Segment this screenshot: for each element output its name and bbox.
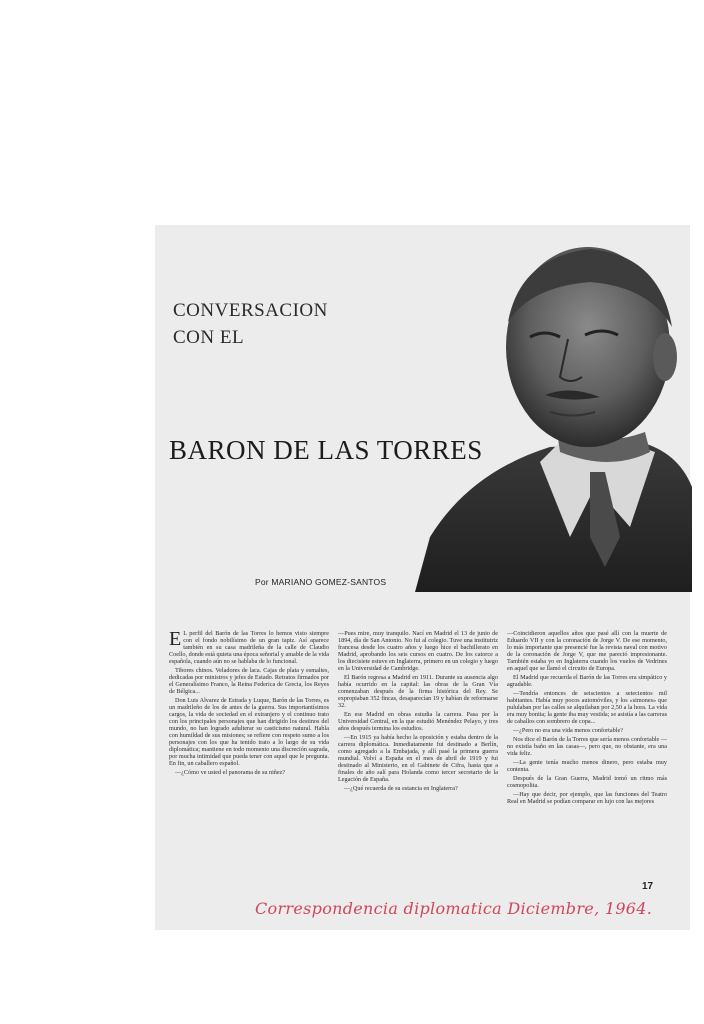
text-column-1 (169, 630, 329, 885)
paragraph: —Pues mire, muy tranquilo. Nací en Madrid el 13 de junio de 1894, día de San Antonio. No fui al colegio. Tuve una institutriz francesa desde los cuatro años y luego hice el bachillerato en Madrid, aprobando los seis cursos en cuatro. De los catorce a los diecisiete estuve en Inglaterra, primero en un colegio y luego en la Universidad de Cambridge. (338, 630, 498, 672)
paragraph: —En 1915 ya había hecho la oposición y estaba dentro de la carrera diplomática. Inmediatamente fui destinado a Berlín, como agregado a la Embajada, y allí pasé la primera guerra mundial. Volví a España en el mes de abril de 1919 y fui destinado al Ministerio, en el Gabinete de Cifra, hasta que a finales de año salí para Holanda como tercer secretario de la Legación de España. (338, 734, 498, 783)
portrait-photo (410, 237, 692, 592)
drop-cap: E (169, 630, 182, 650)
paragraph: En ese Madrid en obras estudia la carrera. Pasa por la Universidad Central, en la que estudió Menéndez Pelayo, y tres años después termina los estudios. (338, 711, 498, 732)
paragraph: Después de la Gran Guerra, Madrid tomó un ritmo más cosmopolita. (507, 775, 667, 789)
paragraph: E L perfil del Barón de las Torres lo hemos visto siempre con el fondo nobilísimo de un gran tapiz. Así aparece también en su casa madrileña de la calle de Claudio Coello, donde está quieta una época señorial y amable de la vida española, cuando aún no se hablaba de lo funcional. (169, 630, 329, 665)
title-line-1: CONVERSACION (173, 300, 328, 321)
magazine-page (155, 225, 690, 930)
text-column-2 (338, 630, 498, 885)
paragraph: El Madrid que recuerda el Barón de las Torres era simpático y agradable. (507, 674, 667, 688)
paragraph: Don Luis Alvarez de Estrada y Luque, Barón de las Torres, es un madrileño de los de antes de la guerra. Sus importantísimos cargos, la vida de sociedad en el extranjero y el continuo trato con los principales personajes que han dirigido los destinos del mundo, no han logrado adulterar su casticismo natural. Habla con humildad de sus misiones; se refiere con respeto sumo a los personajes con los que ha tenido trato a lo largo de su vida diplomática; mantiene en todo momento una discreción sagrada, por mucha intimidad que pueda tener con aquel que le pregunta. En fin, un caballero español. (169, 697, 329, 767)
paragraph: —Hay que decir, por ejemplo, que las funciones del Teatro Real en Madrid se podían comparar en lujo con las mejores (507, 791, 667, 805)
paragraph: —¿Qué recuerda de su estancia en Inglaterra? (344, 785, 458, 792)
paragraph: Nos dice el Barón de la Torres que sería menos confortable —no existía baño en las casas—, pero que, no obstante, era una vida feliz. (507, 736, 667, 757)
byline: Por MARIANO GOMEZ-SANTOS (255, 577, 387, 587)
paragraph: —¿Pero no era una vida menos confortable? (513, 727, 623, 734)
paragraph: El Barón regresa a Madrid en 1911. Durante su ausencia algo había ocurrido en la capital: las obras de la Gran Vía comenzaban después de la firma histórica del Rey. Se expropiaban 352 fincas, desaparecían 19 y habían de reformarse 32. (338, 674, 498, 709)
page-number: 17 (642, 881, 654, 892)
text-column-3 (507, 630, 667, 885)
handwritten-annotation: Correspondencia diplomatica Diciembre, 1964. (255, 899, 653, 918)
title-line-2: CON EL (173, 327, 245, 348)
article-title: BARON DE LAS TORRES (169, 435, 483, 465)
paragraph: —Tendría entonces de seiscientos a setecientos mil habitantes. Había muy pocos automóviles, y los «simones» que pululaban por las calles se alquilaban por 2,50 a la hora. La vida era muy bonita; la gente iba muy vestida; se asistía a las carreras de caballos con sombrero de copa... (507, 690, 667, 725)
paragraph: Tibores chinos. Veladores de laca. Cajas de plata y esmaltes, dedicadas por ministros y jefes de Estado. Retratos firmados por el Generalísimo Franco, la Reina Federica de Grecia, los Reyes de Bélgica... (169, 667, 329, 695)
paragraph: —La gente tenía mucho menos dinero, pero estaba muy contenta. (507, 759, 667, 773)
paragraph: —Coincidieron aquellos años que pasé allí con la muerte de Eduardo VII y con la coronación de Jorge V. De ese momento, lo más importante que presencié fue la revista naval con motivo de la coronación de Jorge V, que me pareció impresionante. También estaba yo en Inglaterra cuando los vuelos de Vedrines en aquel que se llamó el circuito de Europa. (507, 630, 667, 672)
paragraph: —¿Cómo ve usted el panorama de su niñez? (175, 769, 286, 776)
